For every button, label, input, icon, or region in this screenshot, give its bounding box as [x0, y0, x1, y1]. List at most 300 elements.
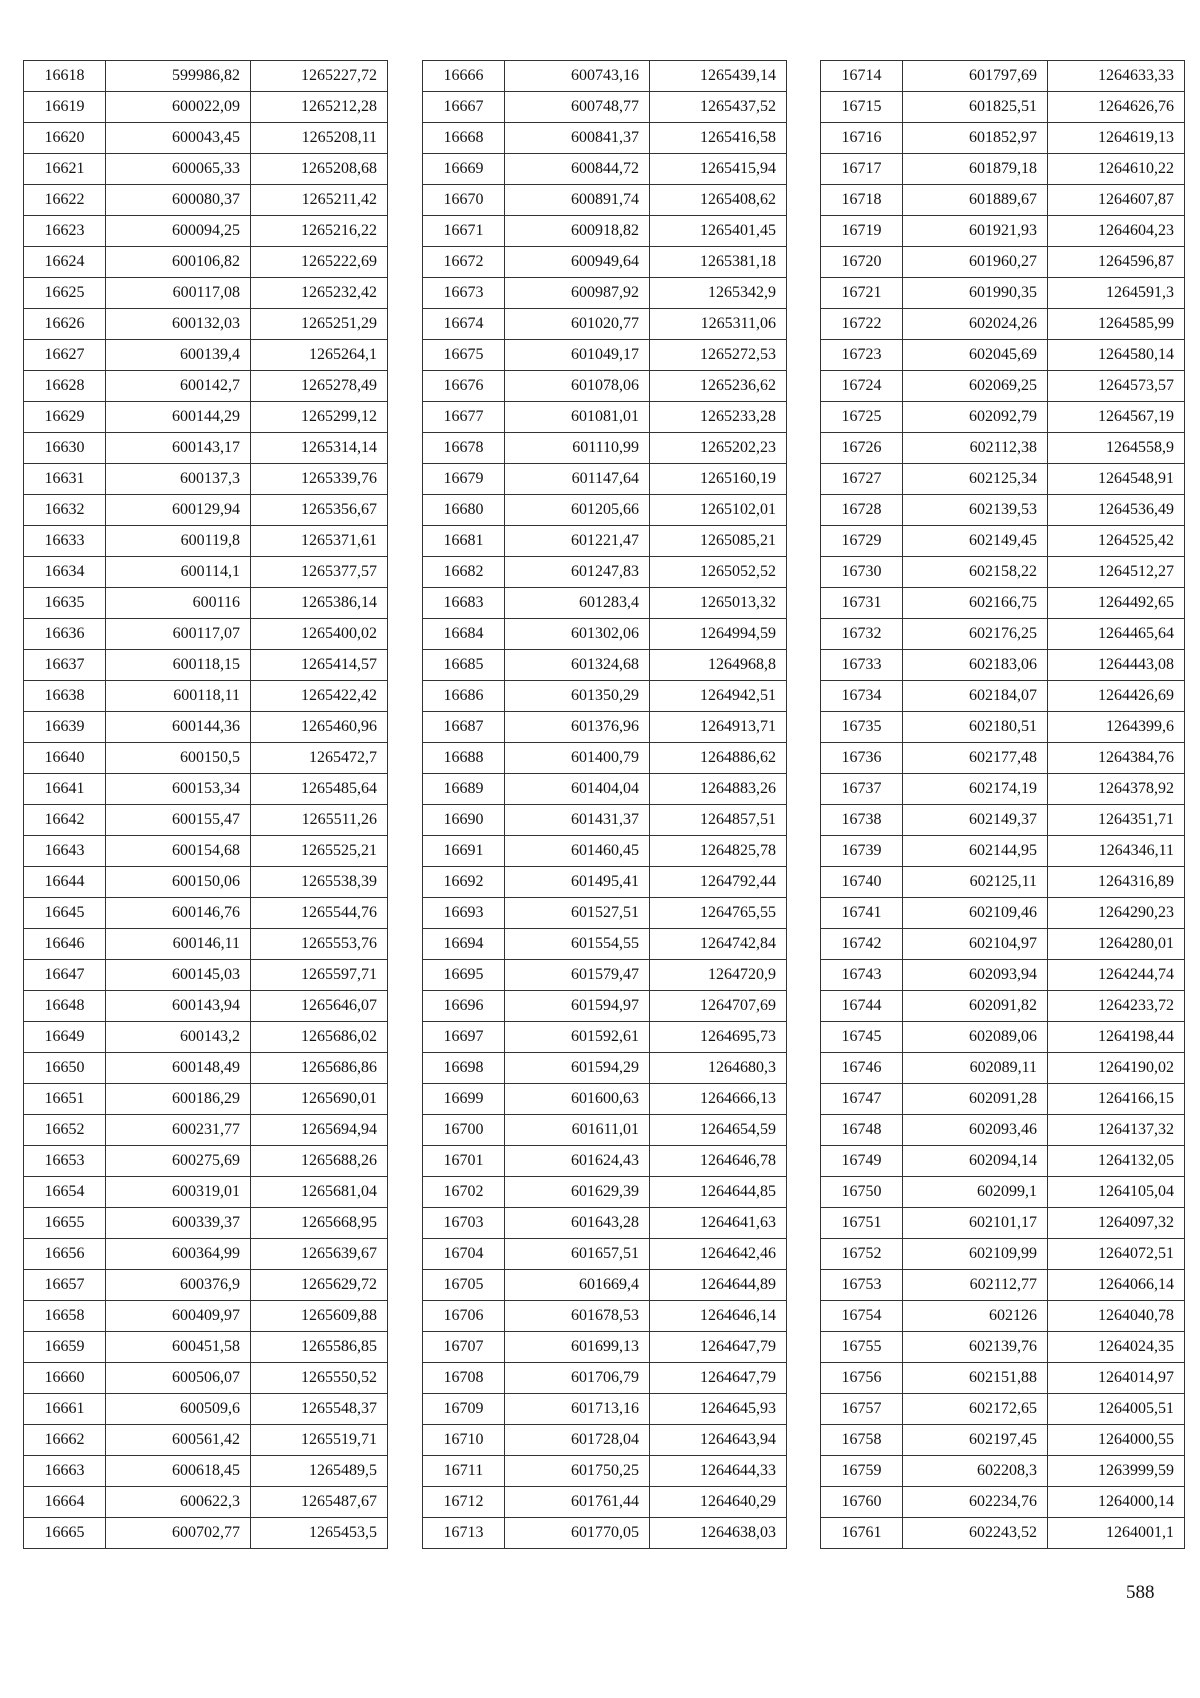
y-coordinate-cell: 1264536,49: [1048, 495, 1185, 526]
table-row: [423, 650, 787, 681]
y-coordinate-cell: 1264596,87: [1048, 247, 1185, 278]
table-row: [24, 371, 388, 402]
x-coordinate-cell: 602149,45: [903, 526, 1048, 557]
point-number-cell: 16651: [24, 1084, 106, 1115]
x-coordinate-cell: 601594,97: [505, 991, 650, 1022]
table-row: [24, 836, 388, 867]
table-row: [24, 898, 388, 929]
y-coordinate-cell: 1264994,59: [650, 619, 787, 650]
x-coordinate-cell: 601020,77: [505, 309, 650, 340]
y-coordinate-cell: 1264591,3: [1048, 278, 1185, 309]
table-row: [821, 712, 1185, 743]
table-row: [24, 61, 388, 92]
x-coordinate-cell: 602091,82: [903, 991, 1048, 1022]
x-coordinate-cell: 600080,37: [106, 185, 251, 216]
y-coordinate-cell: 1265686,02: [251, 1022, 388, 1053]
point-number-cell: 16708: [423, 1363, 505, 1394]
point-number-cell: 16622: [24, 185, 106, 216]
table-row: [821, 898, 1185, 929]
point-number-cell: 16725: [821, 402, 903, 433]
point-number-cell: 16639: [24, 712, 106, 743]
y-coordinate-cell: 1265414,57: [251, 650, 388, 681]
table-row: [24, 1022, 388, 1053]
x-coordinate-cell: 601699,13: [505, 1332, 650, 1363]
x-coordinate-cell: 602045,69: [903, 340, 1048, 371]
y-coordinate-cell: 1264720,9: [650, 960, 787, 991]
point-number-cell: 16695: [423, 960, 505, 991]
x-coordinate-cell: 600509,6: [106, 1394, 251, 1425]
point-number-cell: 16706: [423, 1301, 505, 1332]
x-coordinate-cell: 601554,55: [505, 929, 650, 960]
y-coordinate-cell: 1264644,89: [650, 1270, 787, 1301]
y-coordinate-cell: 1265222,69: [251, 247, 388, 278]
y-coordinate-cell: 1264585,99: [1048, 309, 1185, 340]
x-coordinate-cell: 602197,45: [903, 1425, 1048, 1456]
x-coordinate-cell: 602180,51: [903, 712, 1048, 743]
x-coordinate-cell: 602112,77: [903, 1270, 1048, 1301]
x-coordinate-cell: 601629,39: [505, 1177, 650, 1208]
x-coordinate-cell: 601600,63: [505, 1084, 650, 1115]
x-coordinate-cell: 602112,38: [903, 433, 1048, 464]
x-coordinate-cell: 600186,29: [106, 1084, 251, 1115]
y-coordinate-cell: 1264886,62: [650, 743, 787, 774]
x-coordinate-cell: 600119,8: [106, 526, 251, 557]
y-coordinate-cell: 1264280,01: [1048, 929, 1185, 960]
y-coordinate-cell: 1265371,61: [251, 526, 388, 557]
point-number-cell: 16690: [423, 805, 505, 836]
point-number-cell: 16665: [24, 1518, 106, 1549]
point-number-cell: 16628: [24, 371, 106, 402]
table-row: [423, 557, 787, 588]
point-number-cell: 16664: [24, 1487, 106, 1518]
y-coordinate-cell: 1264580,14: [1048, 340, 1185, 371]
x-coordinate-cell: 601889,67: [903, 185, 1048, 216]
x-coordinate-cell: 601247,83: [505, 557, 650, 588]
point-number-cell: 16663: [24, 1456, 106, 1487]
point-number-cell: 16679: [423, 464, 505, 495]
table-row: [423, 526, 787, 557]
table-row: [423, 1239, 787, 1270]
x-coordinate-cell: 600106,82: [106, 247, 251, 278]
point-number-cell: 16750: [821, 1177, 903, 1208]
table-row: [24, 1363, 388, 1394]
table-row: [821, 495, 1185, 526]
point-number-cell: 16702: [423, 1177, 505, 1208]
x-coordinate-cell: 600339,37: [106, 1208, 251, 1239]
x-coordinate-cell: 602094,14: [903, 1146, 1048, 1177]
x-coordinate-cell: 600137,3: [106, 464, 251, 495]
table-row: [821, 92, 1185, 123]
table-row: [24, 154, 388, 185]
y-coordinate-cell: 1264680,3: [650, 1053, 787, 1084]
y-coordinate-cell: 1264642,46: [650, 1239, 787, 1270]
table-row: [423, 1487, 787, 1518]
table-row: [821, 681, 1185, 712]
point-number-cell: 16712: [423, 1487, 505, 1518]
point-number-cell: 16711: [423, 1456, 505, 1487]
x-coordinate-cell: 601624,43: [505, 1146, 650, 1177]
x-coordinate-cell: 600618,45: [106, 1456, 251, 1487]
point-number-cell: 16680: [423, 495, 505, 526]
table-row: [24, 1456, 388, 1487]
point-number-cell: 16666: [423, 61, 505, 92]
point-number-cell: 16743: [821, 960, 903, 991]
point-number-cell: 16709: [423, 1394, 505, 1425]
table-row: [423, 247, 787, 278]
point-number-cell: 16637: [24, 650, 106, 681]
table-row: [423, 464, 787, 495]
x-coordinate-cell: 600116: [106, 588, 251, 619]
x-coordinate-cell: 600561,42: [106, 1425, 251, 1456]
table-row: [423, 743, 787, 774]
table-row: [423, 1270, 787, 1301]
point-number-cell: 16619: [24, 92, 106, 123]
x-coordinate-cell: 602139,53: [903, 495, 1048, 526]
table-row: [821, 309, 1185, 340]
point-number-cell: 16675: [423, 340, 505, 371]
table-row: [821, 1146, 1185, 1177]
table-row: [821, 216, 1185, 247]
y-coordinate-cell: 1264607,87: [1048, 185, 1185, 216]
y-coordinate-cell: 1264190,02: [1048, 1053, 1185, 1084]
point-number-cell: 16688: [423, 743, 505, 774]
y-coordinate-cell: 1264290,23: [1048, 898, 1185, 929]
point-number-cell: 16747: [821, 1084, 903, 1115]
y-coordinate-cell: 1265415,94: [650, 154, 787, 185]
point-number-cell: 16753: [821, 1270, 903, 1301]
point-number-cell: 16659: [24, 1332, 106, 1363]
y-coordinate-cell: 1264024,35: [1048, 1332, 1185, 1363]
x-coordinate-cell: 601205,66: [505, 495, 650, 526]
point-number-cell: 16646: [24, 929, 106, 960]
table-row: [423, 588, 787, 619]
point-number-cell: 16633: [24, 526, 106, 557]
point-number-cell: 16754: [821, 1301, 903, 1332]
point-number-cell: 16733: [821, 650, 903, 681]
table-row: [423, 371, 787, 402]
x-coordinate-cell: 602089,11: [903, 1053, 1048, 1084]
x-coordinate-cell: 601750,25: [505, 1456, 650, 1487]
y-coordinate-cell: 1264443,08: [1048, 650, 1185, 681]
y-coordinate-cell: 1264512,27: [1048, 557, 1185, 588]
x-coordinate-cell: 600132,03: [106, 309, 251, 340]
y-coordinate-cell: 1264695,73: [650, 1022, 787, 1053]
y-coordinate-cell: 1264137,32: [1048, 1115, 1185, 1146]
y-coordinate-cell: 1265453,5: [251, 1518, 388, 1549]
table-row: [821, 402, 1185, 433]
x-coordinate-cell: 601921,93: [903, 216, 1048, 247]
y-coordinate-cell: 1264643,94: [650, 1425, 787, 1456]
x-coordinate-cell: 602177,48: [903, 743, 1048, 774]
table-row: [423, 92, 787, 123]
point-number-cell: 16755: [821, 1332, 903, 1363]
x-coordinate-cell: 601049,17: [505, 340, 650, 371]
y-coordinate-cell: 1265544,76: [251, 898, 388, 929]
point-number-cell: 16657: [24, 1270, 106, 1301]
y-coordinate-cell: 1264378,92: [1048, 774, 1185, 805]
x-coordinate-cell: 601797,69: [903, 61, 1048, 92]
point-number-cell: 16681: [423, 526, 505, 557]
point-number-cell: 16652: [24, 1115, 106, 1146]
point-number-cell: 16645: [24, 898, 106, 929]
table-row: [24, 1487, 388, 1518]
point-number-cell: 16640: [24, 743, 106, 774]
table-row: [24, 1084, 388, 1115]
y-coordinate-cell: 1265211,42: [251, 185, 388, 216]
x-coordinate-cell: 600319,01: [106, 1177, 251, 1208]
y-coordinate-cell: 1264351,71: [1048, 805, 1185, 836]
point-number-cell: 16698: [423, 1053, 505, 1084]
table-row: [24, 929, 388, 960]
x-coordinate-cell: 601078,06: [505, 371, 650, 402]
y-coordinate-cell: 1264825,78: [650, 836, 787, 867]
table-row: [423, 1084, 787, 1115]
y-coordinate-cell: 1264646,78: [650, 1146, 787, 1177]
table-row: [24, 464, 388, 495]
x-coordinate-cell: 601879,18: [903, 154, 1048, 185]
y-coordinate-cell: 1264633,33: [1048, 61, 1185, 92]
point-number-cell: 16623: [24, 216, 106, 247]
table-row: [24, 1177, 388, 1208]
y-coordinate-cell: 1264646,14: [650, 1301, 787, 1332]
x-coordinate-cell: 602166,75: [903, 588, 1048, 619]
point-number-cell: 16653: [24, 1146, 106, 1177]
y-coordinate-cell: 1264014,97: [1048, 1363, 1185, 1394]
y-coordinate-cell: 1264492,65: [1048, 588, 1185, 619]
point-number-cell: 16735: [821, 712, 903, 743]
point-number-cell: 16671: [423, 216, 505, 247]
table-row: [423, 340, 787, 371]
y-coordinate-cell: 1265208,11: [251, 123, 388, 154]
table-row: [821, 1332, 1185, 1363]
x-coordinate-cell: 602109,46: [903, 898, 1048, 929]
point-number-cell: 16696: [423, 991, 505, 1022]
y-coordinate-cell: 1264105,04: [1048, 1177, 1185, 1208]
x-coordinate-cell: 600144,29: [106, 402, 251, 433]
table-row: [821, 1208, 1185, 1239]
y-coordinate-cell: 1264647,79: [650, 1363, 787, 1394]
y-coordinate-cell: 1265437,52: [650, 92, 787, 123]
table-row: [24, 309, 388, 340]
x-coordinate-cell: 602126: [903, 1301, 1048, 1332]
x-coordinate-cell: 600275,69: [106, 1146, 251, 1177]
x-coordinate-cell: 600844,72: [505, 154, 650, 185]
x-coordinate-cell: 601324,68: [505, 650, 650, 681]
y-coordinate-cell: 1265416,58: [650, 123, 787, 154]
table-row: [24, 1146, 388, 1177]
x-coordinate-cell: 602091,28: [903, 1084, 1048, 1115]
table-row: [423, 1425, 787, 1456]
table-row: [821, 929, 1185, 960]
point-number-cell: 16655: [24, 1208, 106, 1239]
table-row: [423, 1363, 787, 1394]
table-row: [24, 1239, 388, 1270]
point-number-cell: 16746: [821, 1053, 903, 1084]
point-number-cell: 16694: [423, 929, 505, 960]
y-coordinate-cell: 1265629,72: [251, 1270, 388, 1301]
x-coordinate-cell: 602125,34: [903, 464, 1048, 495]
y-coordinate-cell: 1264666,13: [650, 1084, 787, 1115]
x-coordinate-cell: 602184,07: [903, 681, 1048, 712]
y-coordinate-cell: 1265233,28: [650, 402, 787, 433]
table-row: [821, 1425, 1185, 1456]
x-coordinate-cell: 600143,2: [106, 1022, 251, 1053]
point-number-cell: 16715: [821, 92, 903, 123]
y-coordinate-cell: 1264132,05: [1048, 1146, 1185, 1177]
y-coordinate-cell: 1265489,5: [251, 1456, 388, 1487]
table-row: [423, 1301, 787, 1332]
point-number-cell: 16658: [24, 1301, 106, 1332]
point-number-cell: 16635: [24, 588, 106, 619]
x-coordinate-cell: 600065,33: [106, 154, 251, 185]
table-row: [24, 650, 388, 681]
x-coordinate-cell: 601302,06: [505, 619, 650, 650]
point-number-cell: 16670: [423, 185, 505, 216]
y-coordinate-cell: 1265386,14: [251, 588, 388, 619]
table-row: [423, 278, 787, 309]
y-coordinate-cell: 1264883,26: [650, 774, 787, 805]
x-coordinate-cell: 601350,29: [505, 681, 650, 712]
table-row: [24, 1208, 388, 1239]
y-coordinate-cell: 1264233,72: [1048, 991, 1185, 1022]
y-coordinate-cell: 1264548,91: [1048, 464, 1185, 495]
x-coordinate-cell: 601592,61: [505, 1022, 650, 1053]
x-coordinate-cell: 602172,65: [903, 1394, 1048, 1425]
table-row: [24, 433, 388, 464]
point-number-cell: 16677: [423, 402, 505, 433]
x-coordinate-cell: 600506,07: [106, 1363, 251, 1394]
y-coordinate-cell: 1265085,21: [650, 526, 787, 557]
x-coordinate-cell: 602101,17: [903, 1208, 1048, 1239]
table-row: [821, 61, 1185, 92]
x-coordinate-cell: 601643,28: [505, 1208, 650, 1239]
table-row: [423, 309, 787, 340]
point-number-cell: 16713: [423, 1518, 505, 1549]
y-coordinate-cell: 1263999,59: [1048, 1456, 1185, 1487]
point-number-cell: 16668: [423, 123, 505, 154]
point-number-cell: 16737: [821, 774, 903, 805]
table-row: [821, 247, 1185, 278]
table-row: [821, 185, 1185, 216]
table-row: [423, 929, 787, 960]
point-number-cell: 16621: [24, 154, 106, 185]
point-number-cell: 16687: [423, 712, 505, 743]
table-row: [24, 743, 388, 774]
y-coordinate-cell: 1264647,79: [650, 1332, 787, 1363]
point-number-cell: 16722: [821, 309, 903, 340]
table-row: [423, 619, 787, 650]
y-coordinate-cell: 1265314,14: [251, 433, 388, 464]
x-coordinate-cell: 600117,08: [106, 278, 251, 309]
y-coordinate-cell: 1264644,85: [650, 1177, 787, 1208]
x-coordinate-cell: 600143,94: [106, 991, 251, 1022]
x-coordinate-cell: 601283,4: [505, 588, 650, 619]
y-coordinate-cell: 1265212,28: [251, 92, 388, 123]
point-number-cell: 16717: [821, 154, 903, 185]
y-coordinate-cell: 1265550,52: [251, 1363, 388, 1394]
point-number-cell: 16644: [24, 867, 106, 898]
point-number-cell: 16686: [423, 681, 505, 712]
point-number-cell: 16742: [821, 929, 903, 960]
table-row: [423, 216, 787, 247]
y-coordinate-cell: 1264707,69: [650, 991, 787, 1022]
table-row: [24, 526, 388, 557]
point-number-cell: 16738: [821, 805, 903, 836]
y-coordinate-cell: 1265694,94: [251, 1115, 388, 1146]
x-coordinate-cell: 600918,82: [505, 216, 650, 247]
table-row: [821, 1115, 1185, 1146]
table-row: [24, 774, 388, 805]
table-row: [821, 371, 1185, 402]
table-row: [423, 495, 787, 526]
x-coordinate-cell: 600748,77: [505, 92, 650, 123]
table-row: [423, 61, 787, 92]
x-coordinate-cell: 600146,76: [106, 898, 251, 929]
table-row: [821, 1363, 1185, 1394]
point-number-cell: 16759: [821, 1456, 903, 1487]
table-row: [24, 681, 388, 712]
point-number-cell: 16740: [821, 867, 903, 898]
table-row: [24, 247, 388, 278]
x-coordinate-cell: 600022,09: [106, 92, 251, 123]
x-coordinate-cell: 602234,76: [903, 1487, 1048, 1518]
y-coordinate-cell: 1264000,55: [1048, 1425, 1185, 1456]
point-number-cell: 16703: [423, 1208, 505, 1239]
y-coordinate-cell: 1265356,67: [251, 495, 388, 526]
x-coordinate-cell: 602109,99: [903, 1239, 1048, 1270]
x-coordinate-cell: 600129,94: [106, 495, 251, 526]
table-row: [423, 681, 787, 712]
point-number-cell: 16744: [821, 991, 903, 1022]
table-row: [423, 836, 787, 867]
y-coordinate-cell: 1265487,67: [251, 1487, 388, 1518]
x-coordinate-cell: 602174,19: [903, 774, 1048, 805]
table-row: [821, 123, 1185, 154]
table-row: [423, 1177, 787, 1208]
point-number-cell: 16751: [821, 1208, 903, 1239]
table-row: [423, 960, 787, 991]
point-number-cell: 16627: [24, 340, 106, 371]
table-row: [821, 1239, 1185, 1270]
point-number-cell: 16631: [24, 464, 106, 495]
table-row: [821, 1270, 1185, 1301]
point-number-cell: 16699: [423, 1084, 505, 1115]
y-coordinate-cell: 1264399,6: [1048, 712, 1185, 743]
table-row: [821, 1177, 1185, 1208]
point-number-cell: 16642: [24, 805, 106, 836]
point-number-cell: 16624: [24, 247, 106, 278]
point-number-cell: 16643: [24, 836, 106, 867]
x-coordinate-cell: 602151,88: [903, 1363, 1048, 1394]
y-coordinate-cell: 1265102,01: [650, 495, 787, 526]
x-coordinate-cell: 600043,45: [106, 123, 251, 154]
table-row: [24, 1115, 388, 1146]
y-coordinate-cell: 1264654,59: [650, 1115, 787, 1146]
y-coordinate-cell: 1264742,84: [650, 929, 787, 960]
y-coordinate-cell: 1264346,11: [1048, 836, 1185, 867]
x-coordinate-cell: 601825,51: [903, 92, 1048, 123]
point-number-cell: 16731: [821, 588, 903, 619]
point-number-cell: 16714: [821, 61, 903, 92]
y-coordinate-cell: 1265160,19: [650, 464, 787, 495]
y-coordinate-cell: 1264000,14: [1048, 1487, 1185, 1518]
y-coordinate-cell: 1264792,44: [650, 867, 787, 898]
table-row: [24, 805, 388, 836]
table-row: [423, 1518, 787, 1549]
y-coordinate-cell: 1264638,03: [650, 1518, 787, 1549]
point-number-cell: 16689: [423, 774, 505, 805]
y-coordinate-cell: 1265485,64: [251, 774, 388, 805]
